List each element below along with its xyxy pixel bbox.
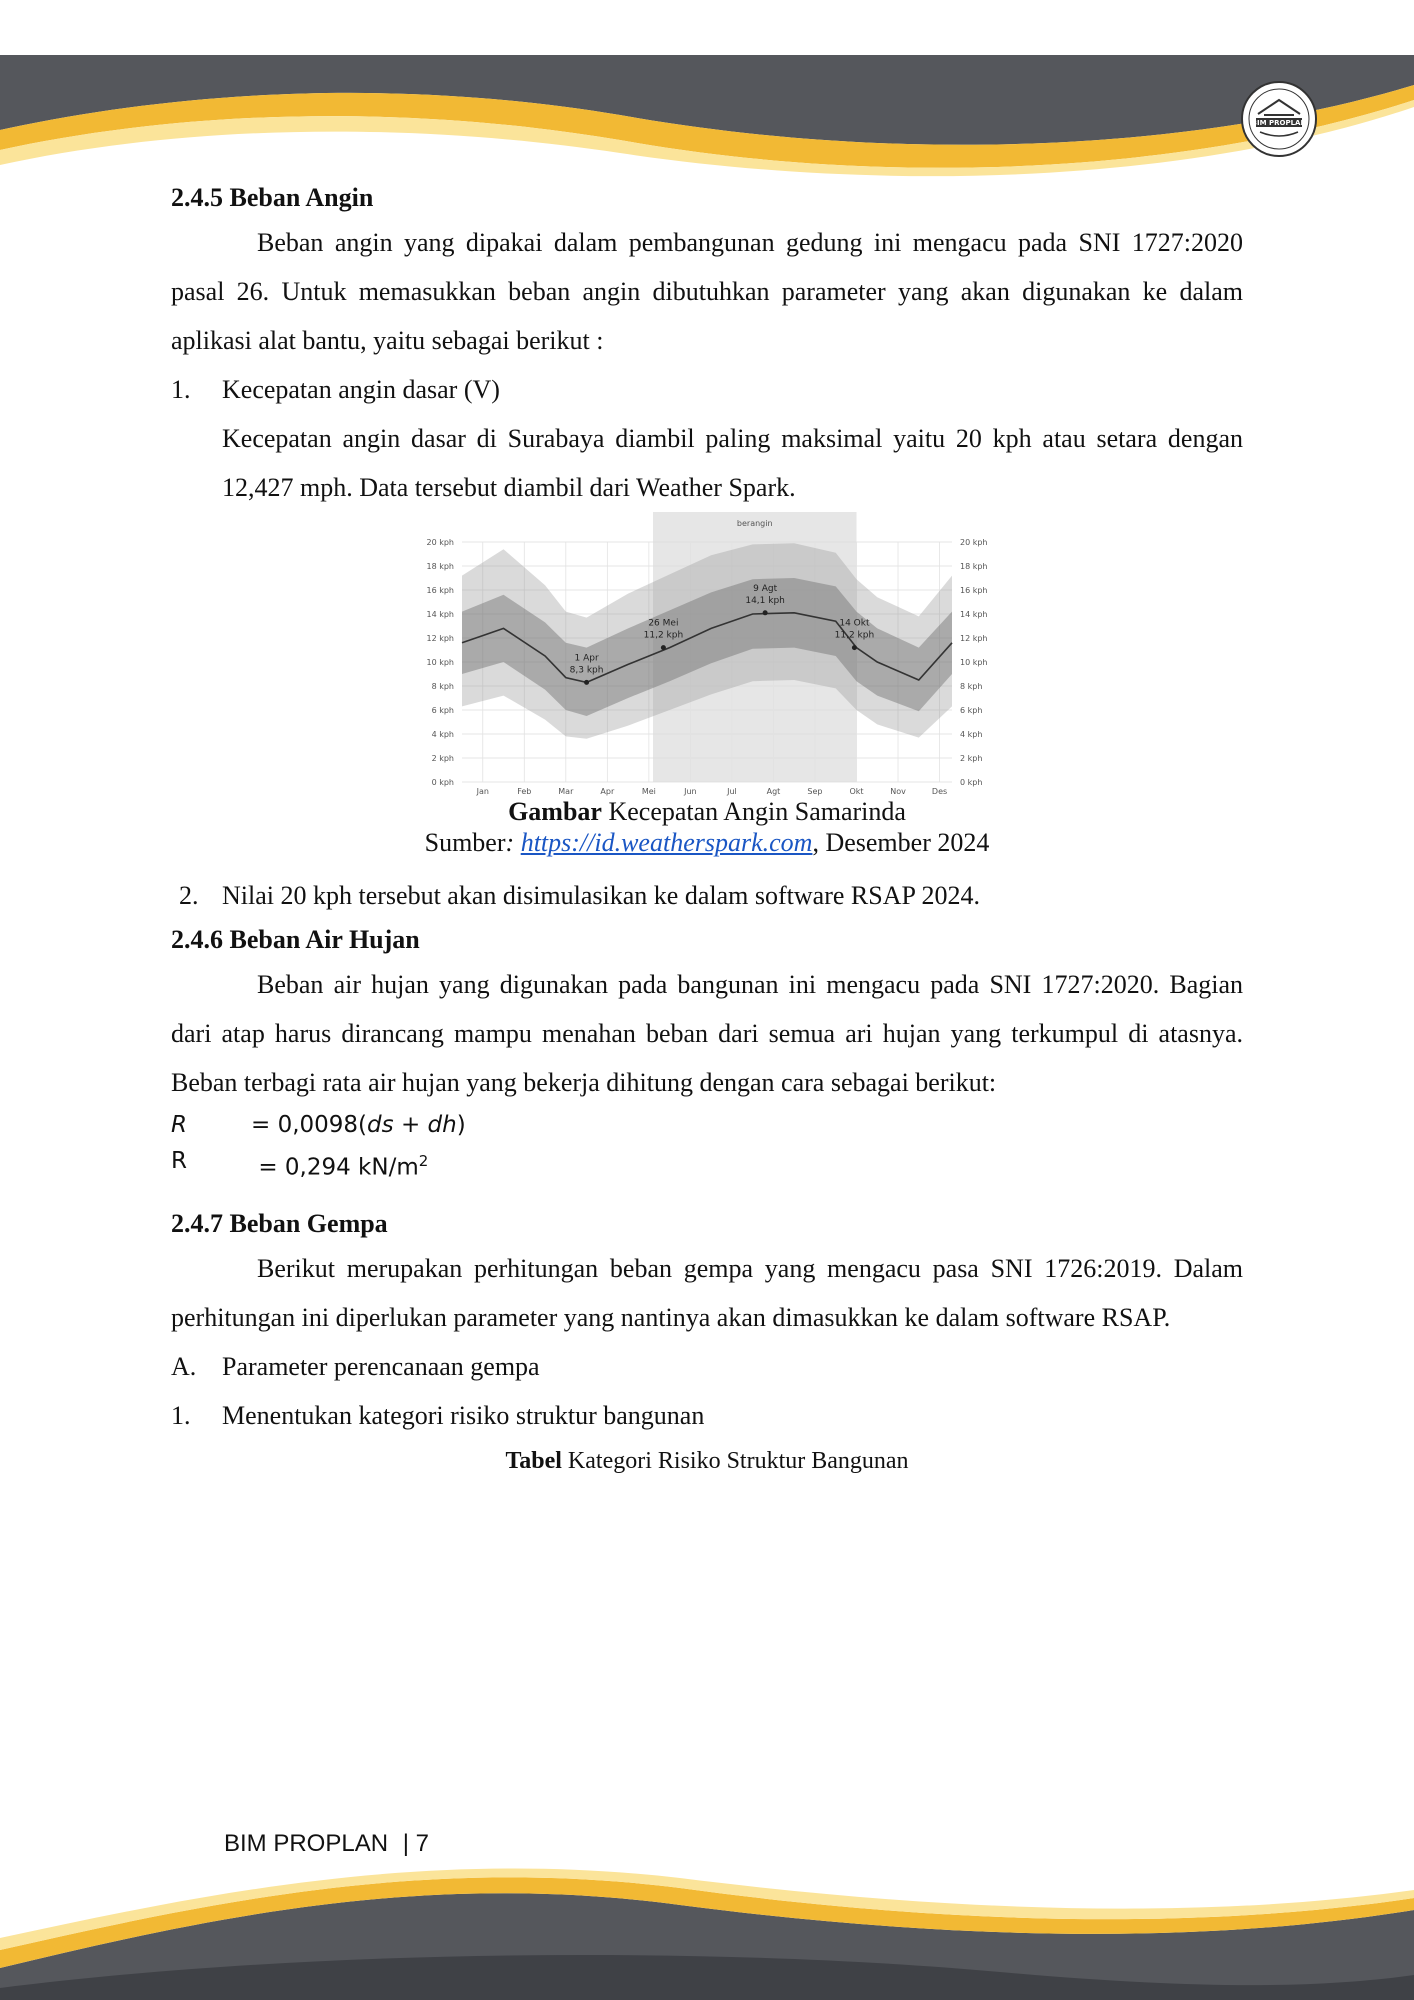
list-item [171, 871, 1243, 920]
table-caption [171, 1446, 1243, 1476]
y-tick-label-left: 2 kph [431, 754, 454, 763]
list-item [171, 1391, 1243, 1440]
y-tick-label-left: 6 kph [431, 706, 454, 715]
list-item [171, 1342, 1243, 1391]
x-tick-label: Mar [558, 787, 574, 796]
x-tick-label: Jun [684, 787, 697, 796]
caption-text: Kecepatan Angin Samarinda [601, 797, 906, 826]
page-content [171, 178, 1243, 1476]
y-tick-label-right: 16 kph [960, 586, 988, 595]
annotation-value: 11,2 kph [643, 630, 684, 641]
list-item-text: Menentukan kategori risiko struktur bangunan [222, 1400, 705, 1430]
footer-brand: BIM PROPLAN [224, 1830, 389, 1857]
list-number: 1. [171, 1400, 191, 1430]
formula-symbol: R [171, 1112, 187, 1138]
svg-text:BIM PROPLAN: BIM PROPLAN [1251, 119, 1307, 127]
annotation-point [584, 680, 589, 685]
wind-speed-chart-figure [412, 512, 1002, 797]
list-item [171, 365, 1243, 414]
x-tick-label: Mei [641, 787, 656, 796]
formula-rain-load [171, 1107, 1243, 1143]
source-link[interactable]: https://id.weatherspark.com [520, 828, 813, 857]
y-tick-label-right: 0 kph [960, 778, 983, 787]
y-tick-label-left: 12 kph [426, 634, 454, 643]
y-tick-label-right: 4 kph [960, 730, 983, 739]
heading-2-4-5: 2.4.5 Beban Angin [171, 183, 374, 212]
y-tick-label-right: 18 kph [960, 562, 988, 571]
season-label: berangin [736, 519, 773, 528]
y-tick-label-right: 6 kph [960, 706, 983, 715]
y-tick-label-right: 2 kph [960, 754, 983, 763]
x-tick-label: Des [931, 787, 948, 796]
annotation-point [763, 610, 768, 615]
figure-caption [171, 797, 1243, 827]
x-tick-label: Jul [727, 787, 737, 796]
list-number: 2. [179, 881, 199, 910]
annotation-date: 14 Okt [839, 618, 870, 629]
x-tick-label: Apr [600, 787, 615, 796]
annotation-value: 14,1 kph [745, 595, 785, 606]
table-caption-label: Tabel [505, 1447, 562, 1474]
source-label: Sumber [424, 828, 506, 857]
list-item-text: Parameter perencanaan gempa [222, 1351, 540, 1381]
annotation-value: 11,2 kph [834, 630, 875, 641]
annotation-date: 26 Mei [648, 618, 679, 629]
formula-result: = 0,294 $kN/m^2$ [258, 1152, 429, 1181]
y-tick-label-left: 8 kph [431, 682, 454, 691]
y-tick-label-left: 0 kph [431, 778, 454, 787]
formula-symbol: R [171, 1148, 187, 1174]
source-date: , Desember 2024 [812, 828, 990, 857]
annotation-date: 1 Apr [574, 653, 599, 664]
paragraph-beban-gempa: Berikut merupakan perhitungan beban gempa yang mengacu pasa SNI 1726:2019. Dalam perhitungan ini diperlukan parameter yang nantinya akan dimasukkan ke dalam software RSAP. [171, 1253, 1243, 1332]
formula-rain-load-result [171, 1143, 1243, 1186]
y-tick-label-right: 20 kph [960, 538, 988, 547]
list-letter: A. [171, 1351, 197, 1381]
y-tick-label-left: 4 kph [431, 730, 454, 739]
paragraph-beban-angin: Beban angin yang dipakai dalam pembangunan gedung ini mengacu pada SNI 1727:2020 pasal 26. Untuk memasukkan beban angin dibutuhkan parameter yang akan digunakan ke dalam aplikasi alat bantu, yaitu sebagai berikut : [171, 228, 1243, 355]
x-tick-label: Sep [807, 787, 823, 796]
bim-proplan-logo [1240, 80, 1318, 158]
list-item-title: Kecepatan angin dasar (V) [222, 375, 500, 404]
footer-separator: | [402, 1830, 409, 1857]
y-tick-label-left: 18 kph [426, 562, 454, 571]
y-tick-label-right: 8 kph [960, 682, 983, 691]
annotation-point [852, 645, 857, 650]
x-tick-label: Nov [890, 787, 906, 796]
list-number: 1. [171, 375, 191, 404]
y-tick-label-right: 12 kph [960, 634, 988, 643]
annotation-value: 8,3 kph [569, 665, 604, 676]
y-tick-label-left: 10 kph [426, 658, 454, 667]
y-tick-label-right: 14 kph [960, 610, 988, 619]
y-tick-label-left: 20 kph [426, 538, 454, 547]
annotation-point [661, 645, 666, 650]
y-tick-label-right: 10 kph [960, 658, 988, 667]
x-tick-label: Agt [766, 787, 781, 796]
x-tick-label: Okt [849, 787, 864, 796]
footer-banner [0, 1850, 1414, 2000]
x-tick-label: Jan [476, 787, 489, 796]
paragraph-kecepatan-angin: Kecepatan angin dasar di Surabaya diambil paling maksimal yaitu 20 kph atau setara dengan 12,427 mph. Data tersebut diambil dari Weather Spark. [222, 424, 1243, 502]
heading-2-4-7: 2.4.7 Beban Gempa [171, 1208, 388, 1238]
header-banner [0, 55, 1414, 195]
paragraph-beban-air-hujan: Beban air hujan yang digunakan pada bangunan ini mengacu pada SNI 1727:2020. Bagian dari atap harus dirancang mampu menahan beban dari semua ari hujan yang terkumpul di atasnya. Beban terbagi rata air hujan yang bekerja dihitung dengan cara sebagai berikut: [171, 970, 1243, 1097]
annotation-date: 9 Agt [753, 583, 778, 594]
list-item-text: Nilai 20 kph tersebut akan disimulasikan ke dalam software RSAP 2024. [222, 881, 980, 910]
y-tick-label-left: 14 kph [426, 610, 454, 619]
heading-2-4-6: 2.4.6 Beban Air Hujan [171, 925, 420, 954]
wind-speed-chart [412, 512, 1002, 797]
table-caption-text: Kategori Risiko Struktur Bangunan [561, 1447, 909, 1474]
page-number: 7 [415, 1830, 429, 1857]
source-colon: : [505, 828, 521, 857]
figure-source [171, 827, 1243, 859]
y-tick-label-left: 16 kph [426, 586, 454, 595]
caption-label: Gambar [508, 797, 602, 826]
formula-expression: = 0,0098(ds + dh) [251, 1112, 466, 1138]
x-tick-label: Feb [517, 787, 532, 796]
